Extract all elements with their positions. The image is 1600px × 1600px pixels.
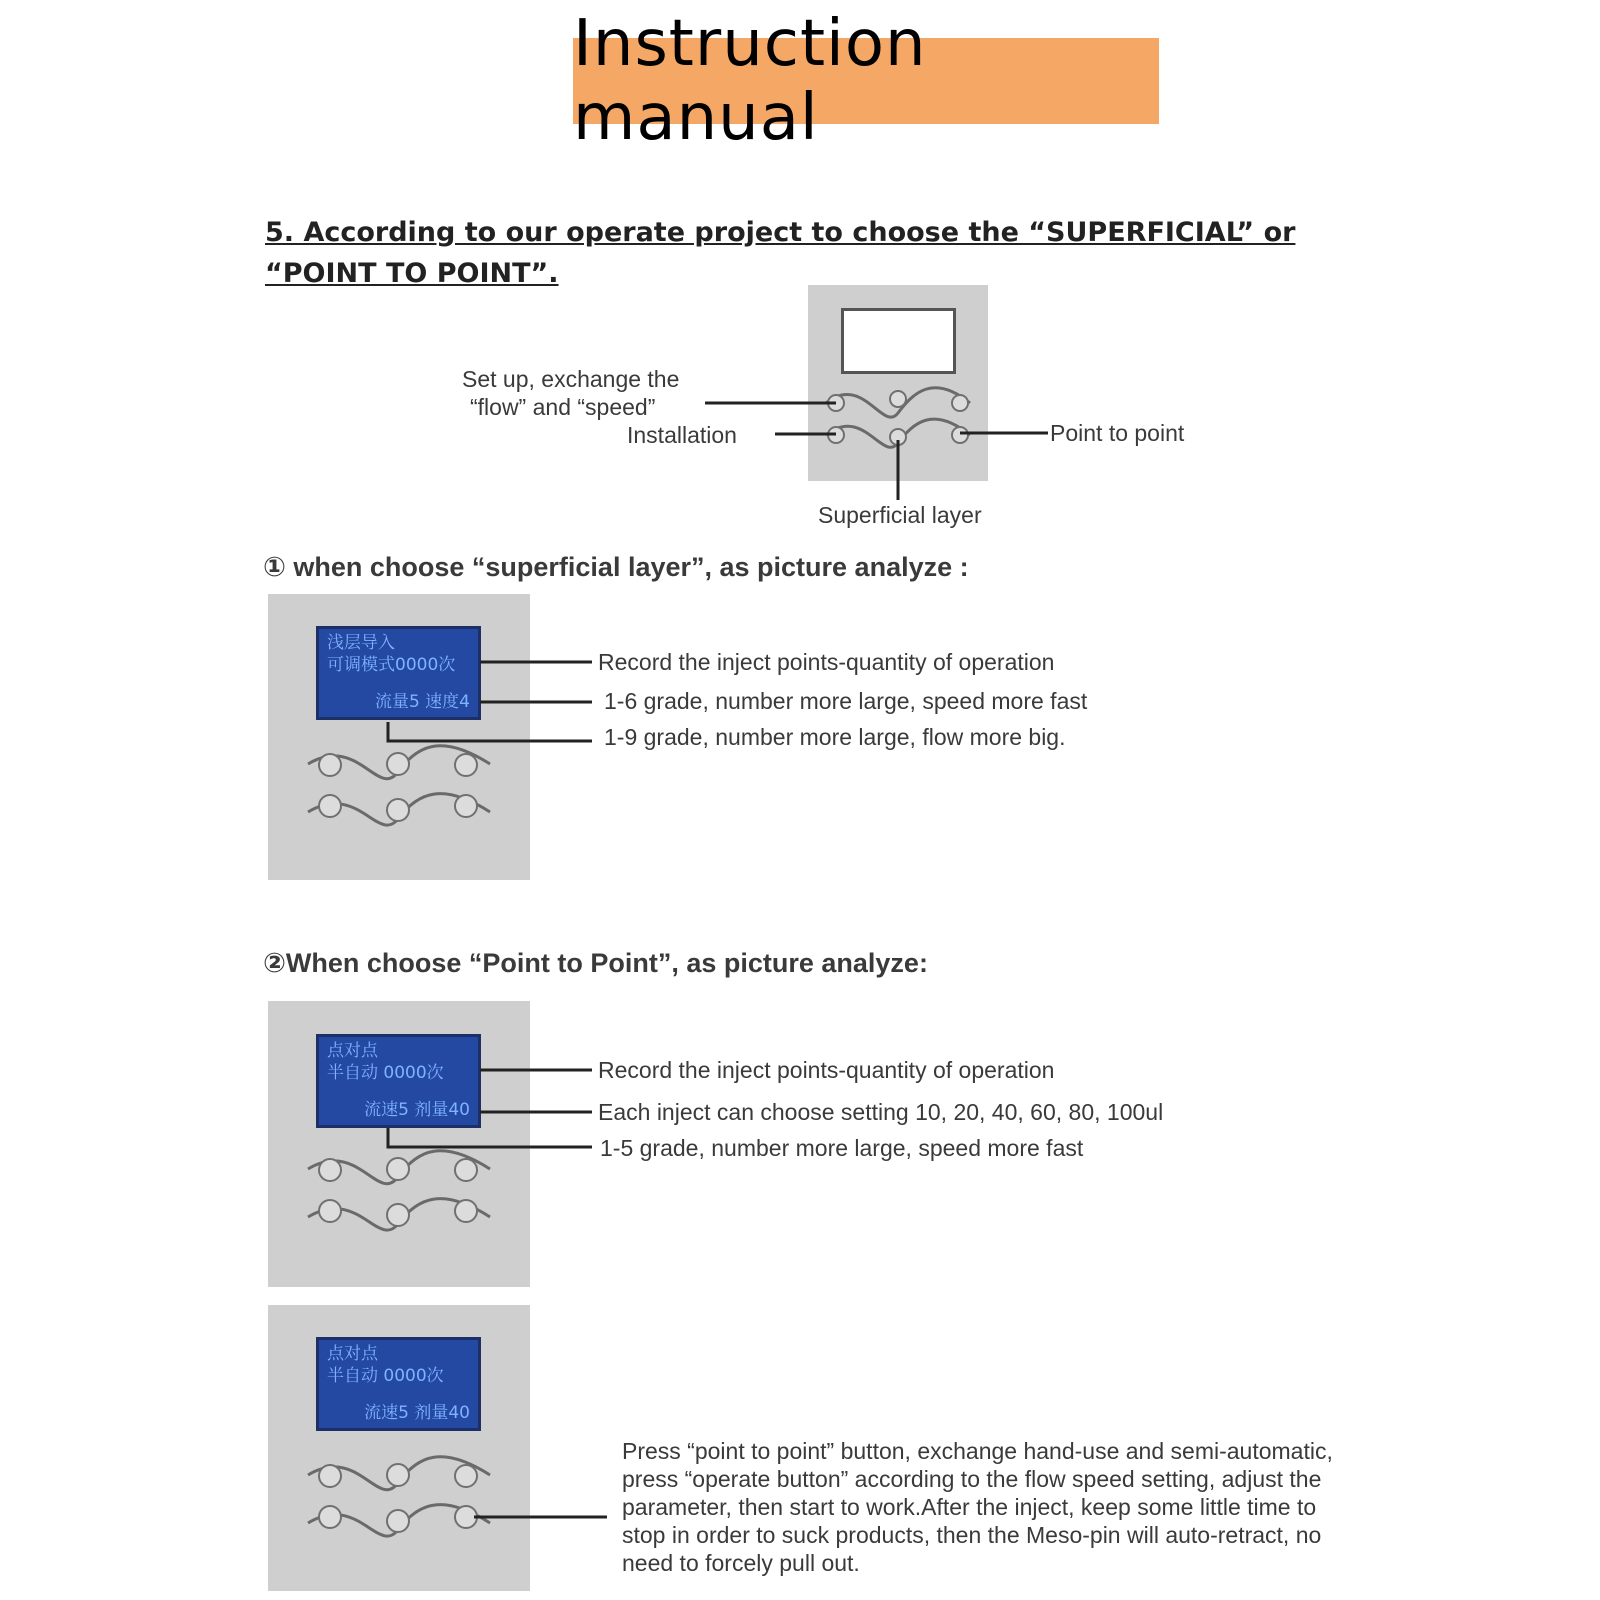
- label-superficial-layer: Superficial layer: [818, 502, 982, 528]
- section1-title: ① when choose “superficial layer”, as picture analyze :: [263, 552, 969, 582]
- paragraph-line-1: Press “point to point” button, exchange hand-use and semi-automatic,: [622, 1438, 1333, 1464]
- lcd-line-1: 点对点: [327, 1041, 378, 1061]
- lcd-line-2: 半自动 0000次: [327, 1366, 444, 1386]
- label-installation: Installation: [627, 422, 737, 448]
- paragraph-line-3: parameter, then start to work.After the inject, keep some little time to: [622, 1494, 1317, 1520]
- lcd-line-3: 流量5 速度4: [374, 692, 470, 712]
- section1-callout-3: 1-9 grade, number more large, flow more big.: [604, 724, 1066, 750]
- lcd-line-1: 点对点: [327, 1344, 378, 1364]
- lcd-line-2: 可调模式0000次: [327, 655, 456, 675]
- lcd-line-3: 流速5 剂量40: [364, 1403, 470, 1423]
- heading-line-2: “POINT TO POINT”.: [265, 258, 559, 289]
- section3-paragraph: [622, 1437, 1333, 1577]
- lcd-line-3: 流速5 剂量40: [364, 1100, 470, 1120]
- heading-line-1: 5. According to our operate project to choose the “SUPERFICIAL” or: [265, 217, 1296, 248]
- section2-callout-1: Record the inject points-quantity of operation: [598, 1057, 1055, 1083]
- lcd-line-1: 浅层导入: [327, 633, 395, 653]
- section2-title: ②When choose “Point to Point”, as picture analyze:: [263, 948, 928, 978]
- page-title: Instruction manual: [573, 7, 927, 155]
- section2-callout-3: 1-5 grade, number more large, speed more fast: [600, 1135, 1084, 1161]
- paragraph-line-5: need to forcely pull out.: [622, 1550, 860, 1576]
- section1-callout-2: 1-6 grade, number more large, speed more fast: [604, 688, 1088, 714]
- paragraph-line-4: stop in order to suck products, then the Meso-pin will auto-retract, no: [622, 1522, 1322, 1548]
- label-setup-line-2: “flow” and “speed”: [470, 394, 656, 420]
- lcd-line-2: 半自动 0000次: [327, 1063, 444, 1083]
- paragraph-line-2: press “operate button” according to the flow speed setting, adjust the: [622, 1466, 1322, 1492]
- label-point-to-point: Point to point: [1050, 420, 1185, 446]
- section2-callout-2: Each inject can choose setting 10, 20, 40, 60, 80, 100ul: [598, 1099, 1164, 1125]
- label-setup-line-1: Set up, exchange the: [462, 366, 680, 392]
- section1-callout-1: Record the inject points-quantity of operation: [598, 649, 1055, 675]
